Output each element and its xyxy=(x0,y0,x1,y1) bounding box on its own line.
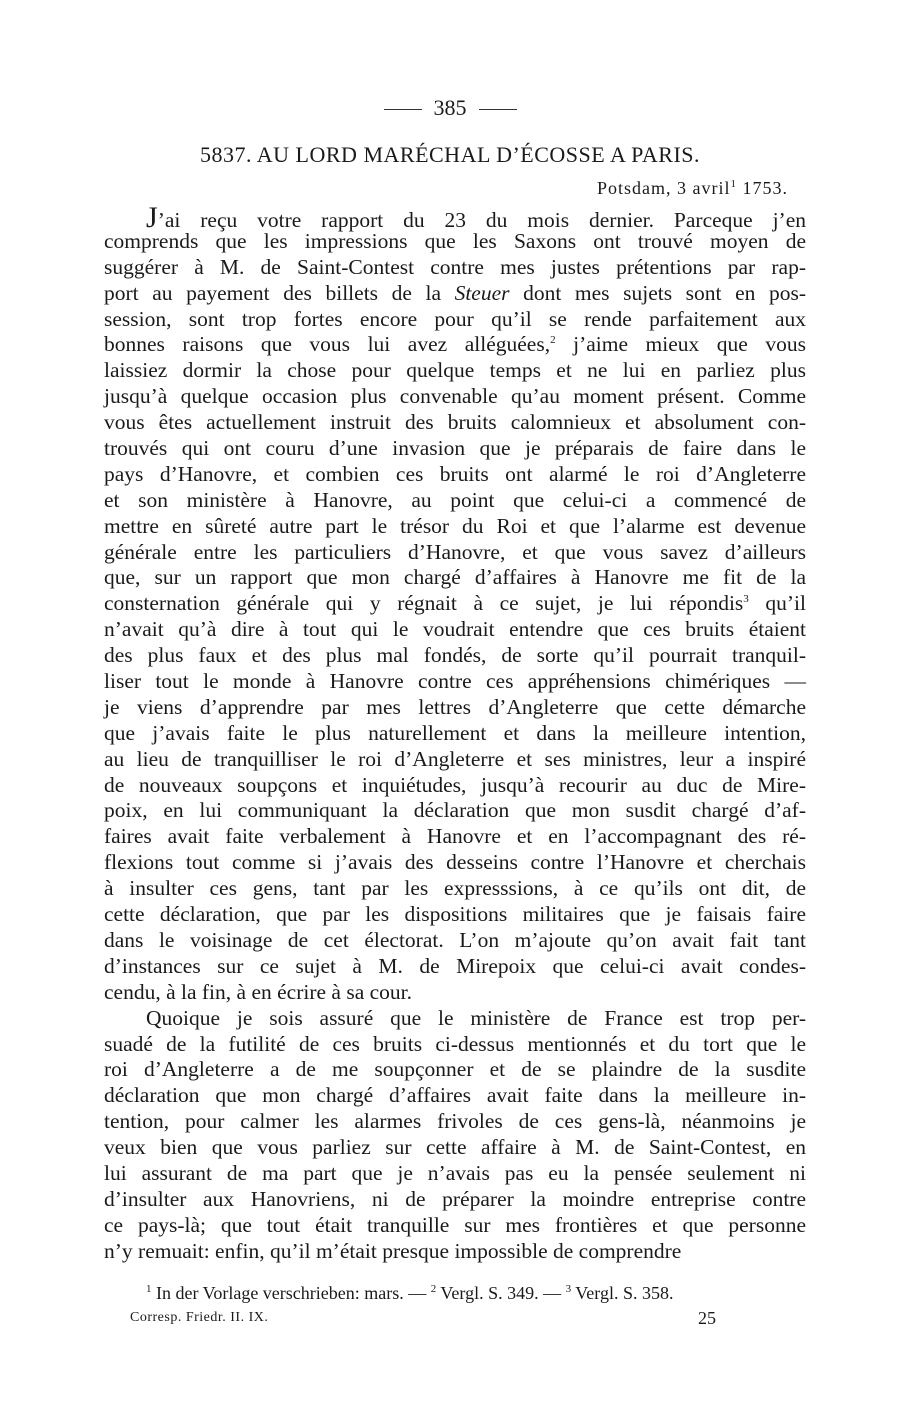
text-line xyxy=(104,1213,806,1239)
line-text: consternation générale qui y régnait à ce sujet, je lui répondis xyxy=(104,591,744,616)
footnote-line xyxy=(146,1280,806,1306)
line-text: qu’il xyxy=(748,591,806,616)
text-line xyxy=(104,488,806,514)
footnote-reference: 2 xyxy=(550,334,556,347)
text-line xyxy=(104,902,806,928)
text-line xyxy=(104,332,806,358)
letter-body xyxy=(104,203,806,1265)
text-line xyxy=(104,1006,806,1032)
line-text: comprends que les impressions que les Saxons ont trouvé moyen de xyxy=(104,228,806,253)
footnote-2-number: 2 xyxy=(430,1283,437,1295)
line-text: session, sont trop fortes encore pour qu’il se rende parfaitement aux xyxy=(104,306,806,331)
text-line xyxy=(104,358,806,384)
text-line xyxy=(104,540,806,566)
page-number-dash-right xyxy=(479,109,517,110)
line-text: Quoique je sois assuré que le ministère de France est trop per- xyxy=(146,1005,806,1030)
line-text: suadé de la futilité de ces bruits ci-dessus mentionnés et du tort que le xyxy=(104,1031,806,1056)
page-number xyxy=(0,95,900,121)
line-text: de nouveaux soupçons et inquiétudes, jusqu’à recourir au duc de Mire- xyxy=(104,772,806,797)
text-line xyxy=(104,773,806,799)
line-text: je viens d’apprendre par mes lettres d’Angleterre que cette démarche xyxy=(104,694,806,719)
text-line xyxy=(104,824,806,850)
text-line xyxy=(104,928,806,954)
line-text: laissiez dormir la chose pour quelque temps et ne lui en parliez plus xyxy=(104,358,806,383)
text-line xyxy=(104,798,806,824)
letter-title: AU LORD MARÉCHAL D’ÉCOSSE A PARIS. xyxy=(256,142,700,167)
text-line xyxy=(104,669,806,695)
line-text: d’instances sur ce sujet à M. de Mirepoix que celui-ci avait condes- xyxy=(104,953,806,978)
line-text: ’ai reçu votre rapport du 23 du mois dernier. Parceque j’en xyxy=(157,208,806,232)
line-text: ce pays-là; que tout était tranquille sur mes frontières et que personne xyxy=(104,1212,806,1237)
dateline-place: Potsdam, xyxy=(596,178,672,198)
text-line xyxy=(104,1057,806,1083)
signature-mark: Corresp. Friedr. II. IX. xyxy=(130,1310,269,1325)
page-number-dash-left xyxy=(384,109,422,110)
text-line xyxy=(104,1135,806,1161)
line-text: suggérer à M. de Saint-Contest contre mes justes prétentions par rap- xyxy=(104,254,806,279)
line-text: au lieu de tranquilliser le roi d’Angleterre et ses ministres, leur a inspiré xyxy=(104,746,806,771)
text-line xyxy=(104,384,806,410)
footnote-reference: 3 xyxy=(743,593,749,606)
text-line xyxy=(104,410,806,436)
footnotes xyxy=(146,1280,806,1306)
line-text: que, sur un rapport que mon chargé d’affaires à Hanovre me fit de la xyxy=(104,565,806,590)
drop-cap: J xyxy=(146,201,158,234)
text-line xyxy=(104,850,806,876)
line-text: jusqu’à quelque occasion plus convenable qu’au moment présent. Comme xyxy=(104,384,806,409)
line-text: vous êtes actuellement instruit des bruits calomnieux et absolument con- xyxy=(104,410,806,435)
line-text: cette déclaration, que par les dispositions militaires que je faisais faire xyxy=(104,902,806,927)
line-text: trouvés qui ont couru d’une invasion que je préparais de faire dans le xyxy=(104,436,806,461)
letter-number: 5837. xyxy=(199,142,252,167)
text-line xyxy=(104,980,806,1006)
line-text: des plus faux et des plus mal fondés, de sorte qu’il pourrait tranquil- xyxy=(104,643,806,668)
footnote-3-number: 3 xyxy=(565,1283,572,1295)
text-line xyxy=(104,281,806,307)
text-line xyxy=(104,1032,806,1058)
text-line xyxy=(104,514,806,540)
footnote-2-text: Vergl. S. 349. — xyxy=(436,1283,566,1303)
line-text: bonnes raisons que vous lui avez alléguées, xyxy=(104,332,551,357)
paragraph-1 xyxy=(104,203,806,1006)
text-line xyxy=(104,695,806,721)
text-line xyxy=(104,1239,806,1265)
text-line xyxy=(104,229,806,255)
line-text: poix, en lui communiquant la déclaration que mon susdit chargé d’af- xyxy=(104,798,806,823)
line-text: et son ministère à Hanovre, au point que celui-ci a commencé de xyxy=(104,487,806,512)
text-line xyxy=(104,255,806,281)
text-line xyxy=(104,1161,806,1187)
dateline-date: 3 avril xyxy=(677,178,731,198)
line-text: lui assurant de ma part que je n’avais pas eu la pensée seulement ni xyxy=(104,1160,806,1185)
line-text: que j’avais faite le plus naturellement et dans la meilleure intention, xyxy=(104,720,806,745)
text-line xyxy=(104,201,806,234)
text-line xyxy=(104,591,806,617)
line-text: mettre en sûreté autre part le trésor du Roi et que l’alarme est devenue xyxy=(104,513,806,538)
line-text: flexions tout comme si j’avais des desseins contre l’Hanovre et cherchais xyxy=(104,850,806,875)
letter-heading xyxy=(0,142,900,168)
line-text: roi d’Angleterre a de me soupçonner et de se plaindre de la susdite xyxy=(104,1057,806,1082)
line-text: déclaration que mon chargé d’affaires avait faite dans la meilleure in- xyxy=(104,1083,806,1108)
line-text: pays d’Hanovre, et combien ces bruits ont alarmé le roi d’Angleterre xyxy=(104,461,806,486)
line-text: dans le voisinage de cet électorat. L’on m’ajoute qu’on avait fait tant xyxy=(104,927,806,952)
line-text: cendu, à la fin, à en écrire à sa cour. xyxy=(104,979,413,1004)
dateline-note-ref: 1 xyxy=(730,178,737,190)
footnote-1-number: 1 xyxy=(146,1283,152,1295)
text-line xyxy=(104,954,806,980)
text-line xyxy=(104,1109,806,1135)
emphasized-word: Steuer xyxy=(454,280,510,305)
text-line xyxy=(104,747,806,773)
footnote-1-text: In der Vorlage verschrieben: mars. — xyxy=(151,1283,431,1303)
text-line xyxy=(104,1083,806,1109)
dateline xyxy=(597,178,788,199)
text-line xyxy=(104,307,806,333)
line-text: n’y remuait: enfin, qu’il m’était presque impossible de comprendre xyxy=(104,1238,682,1263)
text-line xyxy=(104,721,806,747)
line-text: j’aime mieux que vous xyxy=(555,332,806,357)
text-line xyxy=(104,643,806,669)
line-text: faires avait faite verbalement à Hanovre et en l’accompagnant des ré- xyxy=(104,824,806,849)
text-line xyxy=(104,462,806,488)
sheet-number: 25 xyxy=(698,1308,716,1328)
line-text: liser tout le monde à Hanovre contre ces appréhensions chimériques — xyxy=(104,669,806,694)
paragraph-2 xyxy=(104,1006,806,1265)
line-text: tention, pour calmer les alarmes frivoles de ces gens-là, néanmoins je xyxy=(104,1109,806,1134)
line-text: générale entre les particuliers d’Hanovre, et que vous savez d’ailleurs xyxy=(104,539,806,564)
text-line xyxy=(104,1187,806,1213)
line-text: port au payement des billets de la xyxy=(104,280,455,305)
text-line xyxy=(104,876,806,902)
dateline-year: 1753. xyxy=(742,178,788,198)
line-text: veux bien que vous parliez sur cette affaire à M. de Saint-Contest, en xyxy=(104,1135,806,1160)
text-line xyxy=(104,436,806,462)
footnote-3-text: Vergl. S. 358. xyxy=(571,1283,674,1303)
text-line xyxy=(104,617,806,643)
line-text: n’avait qu’à dire à tout qui le voudrait entendre que ces bruits étaient xyxy=(104,617,806,642)
line-text: d’insulter aux Hanovriens, ni de préparer la moindre entreprise contre xyxy=(104,1186,806,1211)
line-text: dont mes sujets sont en pos- xyxy=(509,280,806,305)
page-number-text: 385 xyxy=(433,95,467,120)
text-line xyxy=(104,565,806,591)
line-text: à insulter ces gens, tant par les expresssions, à ce qu’ils ont dit, de xyxy=(104,876,806,901)
